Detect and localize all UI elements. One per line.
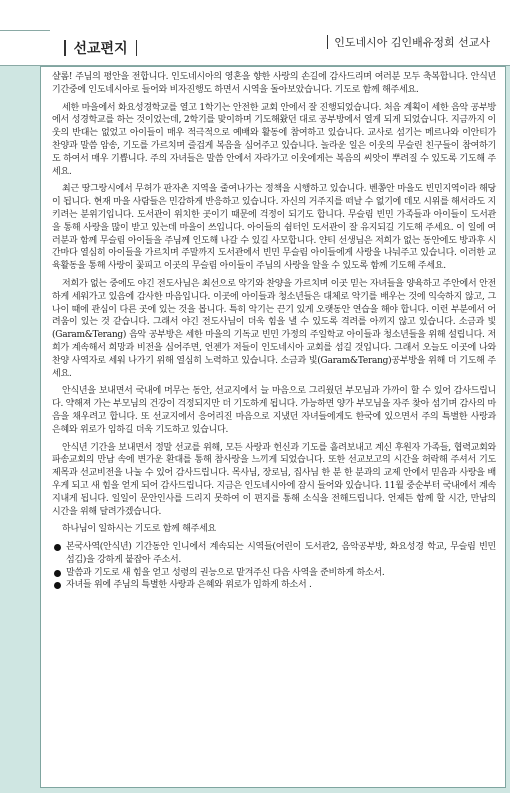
paragraph-greeting: 샬롬! 주님의 평안을 전합니다. 인도네시아의 영혼을 향한 사랑의 손길에 감사드리며 여러분 모두 축복합니다. 안식년 기간중에 인도네시아로 들어와 비자진행도 하면서 시역을 돌아보았습니다. 기도로 함께 해주세요. — [52, 72, 496, 95]
divider-bar — [64, 40, 66, 56]
paragraph-library: 최근 땅그랑시에서 무허가 판자촌 지역을 줄여나가는 정책을 시행하고 있습니다. 벤쫑안 마을도 빈민지역이라 해당이 됩니다. 현재 마을 사람들은 민감하게 반응하고 있습니다. 자신의 거주지를 떠날 수 없기에 데모 시위를 해서라도 지키려는 분위기입니다. 도서관이 위치한 곳이기 때문에 걱정이 되기도 합니다. 무슬림 빈민 가족들과 아이들이 도서관을 통해 사랑을 많이 받고 있는데 마을이 쓰입니다. 아이들의 쉼터인 도서관이 잘 유지되길 기도해 주세요. 이 일에 여러분과 함께 무슬림 아이들을 주님께 인도해 나갈 수 있길 사모합니다. 얀티 선생님은 저희가 없는 동안에도 방과후 시간마다 열심히 아이들을 가르치며 주말까지 도서관에서 빈민 무슬림 아이들에게 사랑을 나눠주고 있습니다. 이러한 교육활동을 통해 사랑이 꽃피고 이곳의 무슬림 아이들이 주님의 사랑을 알을 수 있도록 함께 기도해 주세요. — [52, 184, 496, 272]
section-title-text: 선교편지 — [73, 41, 128, 57]
header-accent-line — [0, 30, 50, 67]
prayer-item-text: 자녀들 위에 주님의 특별한 사랑과 은혜와 위로가 임하게 하소서 . — [66, 580, 312, 591]
section-title — [56, 30, 145, 66]
letter-body — [52, 71, 496, 592]
prayer-list — [52, 541, 496, 592]
bullet-icon — [54, 544, 61, 551]
divider-bar — [327, 35, 329, 49]
prayer-item-text: 말씀과 기도로 새 힘을 얻고 성령의 권능으로 맡겨주신 다음 사역을 준비하게 하소서. — [66, 567, 385, 578]
paragraph-bible-school: 세한 마을에서 화요성경학교를 열고 1학기는 안전한 교회 안에서 잘 진행되었습니다. 처음 계획이 세한 음악 공부방에서 성경학교를 하는 것이었는데, 2학기를 맞이하며 기도해왔던 대로 공부방에서 열게 되게 되었습니다. 지금까지 이웃의 반대는 없었고 아이들이 매우 적극적으로 예배와 활동에 참여하고 있습니다. 교사로 섬기는 메르나와 이안티가 찬양과 말씀 암송, 기도를 가르치며 즐겁게 복음을 심어주고 있습니다. 놀라운 일은 이웃의 무슬린 친구들이 참여하기도 하여서 매우 기쁩니다. 주의 자녀들은 말씀 안에서 자라가고 이웃에게는 복음의 씨앗이 뿌려질 수 있도록 기도해 주세요. — [52, 102, 496, 177]
page-header — [0, 0, 510, 66]
paragraph-gratitude: 안식년 기간을 보내면서 정말 선교를 위해, 모든 사랑과 헌신과 기도를 흘려보내고 계신 후원자 가족들, 협력교회와 파송교회의 만남 속에 변가운 환대를 통해 참사랑을 느끼게 되었습니다. 또한 선교보고의 시간을 허락해 주셔서 기도제목과 선교비전을 나눌 수 있어 감사드립니다. 목사님, 장로님, 집사님 한 분 한 분과의 교제 안에서 믿음과 사랑을 배우게 되고 새 힘을 얻게 되어 감사드립니다. 지금은 인도네시아에 잠시 들어와 있습니다. 11월 중순부터 국내에서 계속 지내게 됩니다. 일일이 문안인사를 드리지 못하여 이 편지를 통해 소식을 전해드립니다. 언제든 함께 할 시간, 만남의 시간을 위해 달려가겠습니다. — [52, 442, 496, 517]
divider-bar — [136, 40, 138, 56]
prayer-intro: 하나님이 일하시는 기도로 함께 해주세요 — [62, 524, 216, 535]
paragraph-family: 안식년을 보내면서 국내에 머무는 동안, 선교지에서 늘 마음으로 그리웠던 부모님과 가까이 할 수 있어 감사드립니다. 약해져 가는 부모님의 건강이 걱정되지만 더 기도하게 됩니다. 가능하면 양가 부모님을 자주 찾아 섬기며 감사의 마음을 채우려고 합니다. 또 선교지에서 응어리진 마음으로 지냈던 자녀들에게도 한국에 있으면서 주의 특별한 사랑과 은혜와 위로가 임하길 더욱 기도하고 있습니다. — [52, 386, 496, 435]
prayer-item — [52, 541, 496, 567]
paragraph-music-room: 저희가 없는 중에도 야긴 전도사님은 최선으로 악기와 찬양을 가르치며 이곳 믿는 자녀들을 양육하고 주안에서 안전하게 세워가고 있음에 감사한 마음입니다. 이곳에 아이들과 청소년들은 대체로 악기를 배우는 것에 익숙하지 않고, 그 나이 때에 관심이 다른 곳에 있는 것을 봅니다. 특히 악기는 끈기 있게 오랫동안 연습을 해야 합니다. 이런 부분에서 어려움이 있는 것 같습니다. 그래서 야긴 전도사님이 더욱 힘을 낼 수 있도록 격려를 아끼지 않고 있습니다. 소금과 빛(Garam&Terang) 음악 공부방은 세한 마을의 기독교 빈민 가정의 주일학교 아이들과 청소년들을 위해 설립니다. 저희가 계속해서 희망과 비전을 심어주면, 언젠가 저들이 인도네시아 교회를 섬길 것입니다. 그래서 오늘도 이곳에 나와 찬양 사역자로 세워 나가기 위해 열심히 노력하고 있습니다. 소금과 빛(Garam&Terang)공부방을 위해 더 기도해 주세요. — [52, 278, 496, 379]
bullet-icon — [54, 570, 61, 577]
author-line — [327, 34, 490, 50]
author-name: 인도네시아 김인배유정희 선교사 — [334, 36, 490, 49]
prayer-item — [52, 567, 496, 580]
prayer-item — [52, 579, 496, 592]
bullet-icon — [54, 582, 61, 589]
prayer-item-text: 본국사역(안식년) 기간동안 인니에서 계속되는 시역들(어린이 도서관2, 음악공부방, 화요성경 학교, 무슬림 빈민 섬김)을 강하게 붙잡아 주소서. — [66, 542, 496, 565]
